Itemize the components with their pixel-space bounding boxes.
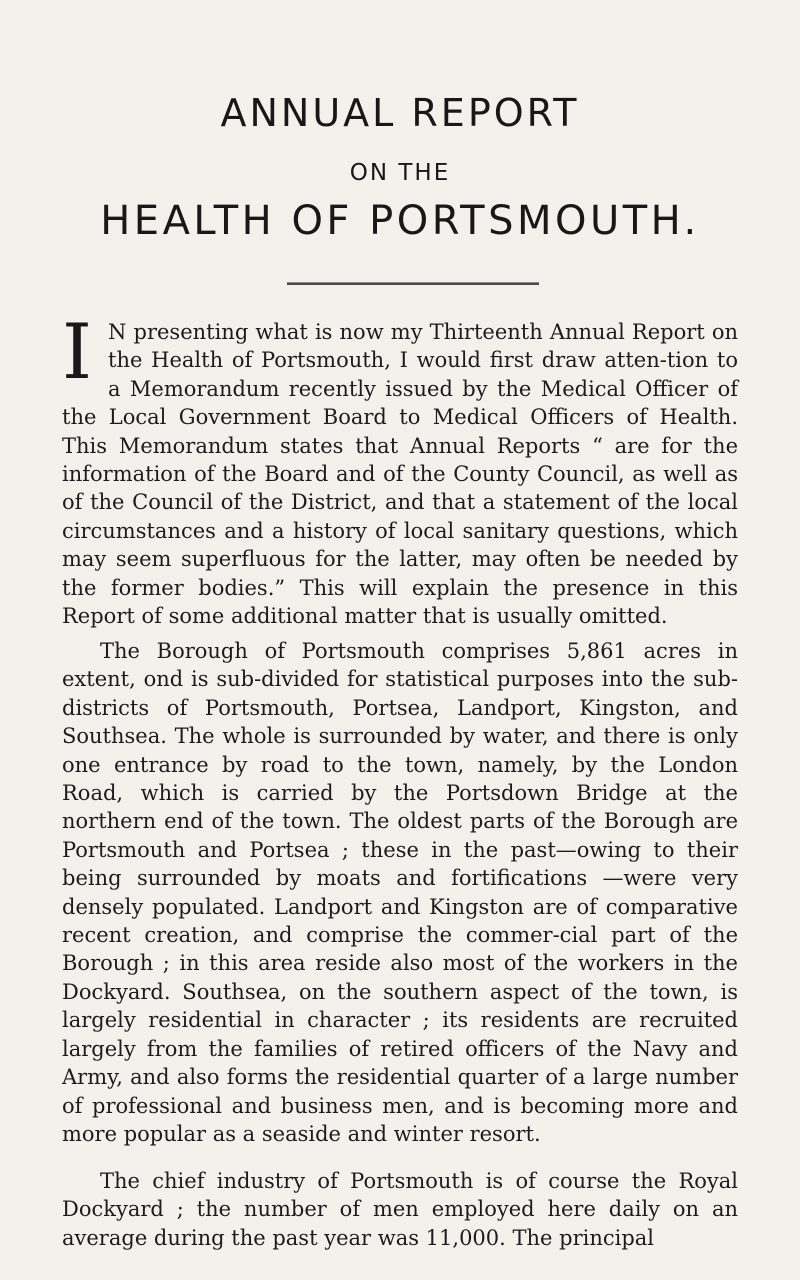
drop-cap: I — [62, 307, 93, 396]
report-subject-title: HEALTH OF PORTSMOUTH. — [100, 198, 700, 244]
paragraph-introduction — [62, 307, 738, 630]
paragraph-industry: The chief industry of Portsmouth is of course the Royal Dockyard ; the number of men employed here daily on an average during the past year was 11,000. The principal — [62, 1169, 738, 1250]
paragraph-introduction-text: N presenting what is now my Thirteenth Annual Report on the Health of Portsmouth, I would first draw atten-tion to a Memorandum recently issued by the Medical Officer of the Local Government Board to Medical Officers of Health. This Memorandum states that Annual Reports “ are for the information of the Board and of the County Council, as well as of the Council of the District, and that a statement of the local circumstances and a history of local sanitary questions, which may seem superfluous for the latter, may often be needed by the former bodies.” This will explain the presence in this Report of some additional matter that is usually omitted. — [62, 320, 738, 629]
section-divider — [287, 282, 539, 285]
paragraph-borough-description: The Borough of Portsmouth comprises 5,861 acres in extent, ond is sub-divided for statistical purposes into the sub-districts of Portsmouth, Portsea, Landport, Kingston, and Southsea. The whole is surrounded by water, and there is only one entrance by road to the town, namely, by the London Road, which is carried by the Portsdown Bridge at the northern end of the town. The oldest parts of the Borough are Portsmouth and Portsea ; these in the past—owing to their being surrounded by moats and fortifications —were very densely populated. Landport and Kingston are of comparative recent creation, and comprise the commer-cial part of the Borough ; in this area reside also most of the workers in the Dockyard. Southsea, on the southern aspect of the town, is largely residential in character ; its residents are recruited largely from the families of retired officers of the Navy and Army, and also forms the residential quarter of a large number of professional and business men, and is becoming more and more popular as a seaside and winter resort. — [62, 639, 738, 1146]
report-subtitle-connector: ON THE — [349, 160, 451, 186]
report-title: ANNUAL REPORT — [220, 91, 580, 135]
